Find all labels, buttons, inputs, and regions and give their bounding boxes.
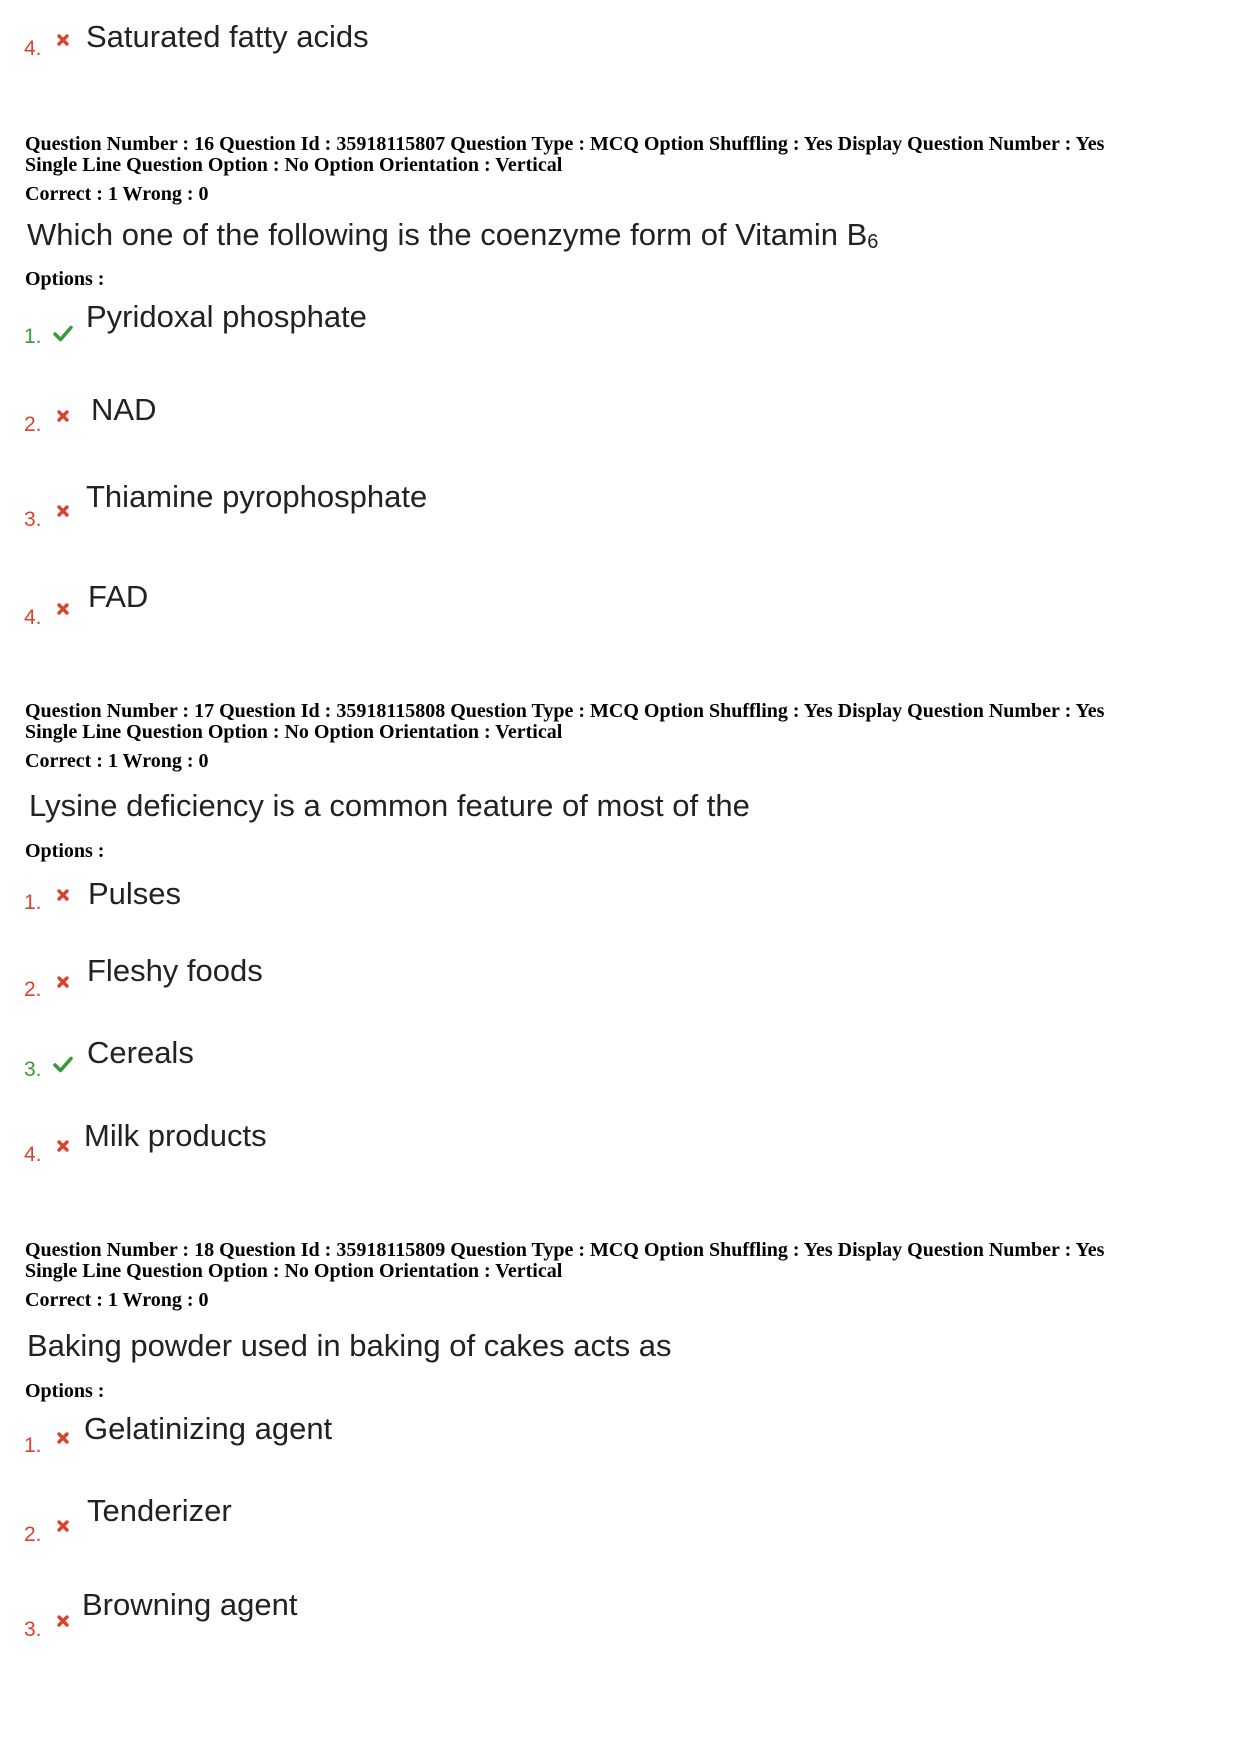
option-row xyxy=(0,950,1240,1010)
option-text: Browning agent xyxy=(82,1587,298,1622)
options-label: Options : xyxy=(25,840,105,862)
option-row xyxy=(0,290,1240,350)
option-number: 2. xyxy=(24,1523,42,1546)
option-number: 2. xyxy=(24,978,42,1001)
options-label: Options : xyxy=(25,268,105,290)
check-icon xyxy=(52,1054,74,1074)
question-meta-line2: Single Line Question Option : No Option Orientation : Vertical xyxy=(25,721,563,743)
option-row xyxy=(0,1030,1240,1090)
options-label: Options : xyxy=(25,1380,105,1402)
option-text: Milk products xyxy=(84,1118,267,1153)
option-number: 1. xyxy=(24,1434,42,1457)
option-number: 1. xyxy=(24,891,42,914)
option-text: Thiamine pyrophosphate xyxy=(86,479,428,514)
option-text: Saturated fatty acids xyxy=(86,19,369,54)
option-text: Pulses xyxy=(88,876,182,911)
option-number: 4. xyxy=(24,37,42,60)
question-block xyxy=(0,697,1240,877)
option-text: Tenderizer xyxy=(87,1493,232,1528)
option-text: Cereals xyxy=(87,1035,194,1070)
cross-icon xyxy=(55,1518,71,1534)
option-row xyxy=(0,1585,1240,1645)
question-block xyxy=(0,1236,1240,1416)
cross-icon xyxy=(55,887,71,903)
option-number: 2. xyxy=(24,413,42,436)
option-number: 3. xyxy=(24,1058,42,1081)
question-text-main: Which one of the following is the coenzyme form of Vitamin B xyxy=(27,217,868,252)
cross-icon xyxy=(55,974,71,990)
option-row xyxy=(0,470,1240,530)
option-row xyxy=(0,1110,1240,1170)
option-text: FAD xyxy=(88,579,149,614)
question-text xyxy=(27,217,878,254)
option-row xyxy=(0,570,1240,630)
cross-icon xyxy=(55,408,71,424)
question-score: Correct : 1 Wrong : 0 xyxy=(25,750,209,772)
check-icon xyxy=(52,323,74,343)
option-text: NAD xyxy=(91,392,157,427)
question-meta-line2: Single Line Question Option : No Option Orientation : Vertical xyxy=(25,1260,563,1282)
option-number: 1. xyxy=(24,325,42,348)
option-text: Gelatinizing agent xyxy=(84,1411,333,1446)
question-score: Correct : 1 Wrong : 0 xyxy=(25,1289,209,1311)
option-number: 4. xyxy=(24,606,42,629)
option-row xyxy=(0,1490,1240,1550)
cross-icon xyxy=(55,1613,71,1629)
option-row xyxy=(0,1410,1240,1470)
question-text: Lysine deficiency is a common feature of most of the xyxy=(29,788,750,823)
option-text: Fleshy foods xyxy=(87,953,263,988)
question-meta-line1: Question Number : 18 Question Id : 35918115809 Question Type : MCQ Option Shuffling : Yes Display Question Number : Yes xyxy=(25,1239,1105,1261)
question-meta-line2: Single Line Question Option : No Option Orientation : Vertical xyxy=(25,154,563,176)
cross-icon xyxy=(55,1138,71,1154)
cross-icon xyxy=(55,601,71,617)
option-row xyxy=(0,380,1240,440)
question-text-subscript: 6 xyxy=(867,231,879,253)
option-row xyxy=(0,870,1240,930)
option-row xyxy=(0,0,1240,70)
cross-icon xyxy=(55,1430,71,1446)
question-text: Baking powder used in baking of cakes acts as xyxy=(27,1328,672,1363)
cross-icon xyxy=(55,503,71,519)
option-number: 3. xyxy=(24,508,42,531)
option-text: Pyridoxal phosphate xyxy=(86,299,367,334)
option-number: 4. xyxy=(24,1143,42,1166)
question-score: Correct : 1 Wrong : 0 xyxy=(25,183,209,205)
cross-icon xyxy=(55,32,71,48)
question-meta-line1: Question Number : 17 Question Id : 35918115808 Question Type : MCQ Option Shuffling : Yes Display Question Number : Yes xyxy=(25,700,1105,722)
option-number: 3. xyxy=(24,1618,42,1641)
question-meta-line1: Question Number : 16 Question Id : 35918115807 Question Type : MCQ Option Shuffling : Yes Display Question Number : Yes xyxy=(25,133,1105,155)
